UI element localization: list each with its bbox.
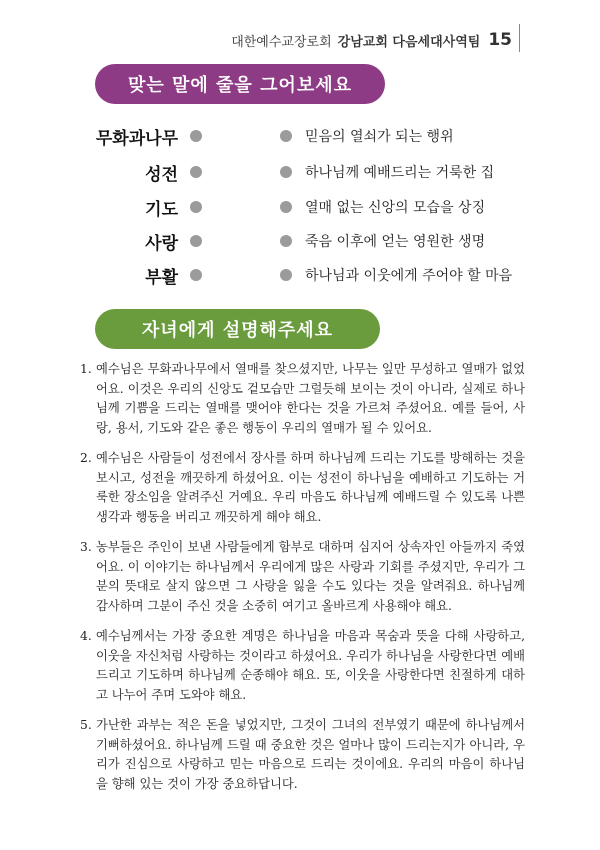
match-definition: 열매 없는 신앙의 모습을 상징 [305, 200, 486, 216]
term-dot[interactable] [190, 166, 202, 178]
item-text: 예수님은 사람들이 성전에서 장사를 하며 하나님께 드리는 기도를 방해하는 것을 보시고, 성전을 깨끗하게 하셨어요. 이는 성전이 하나님을 예배하고 기도하는 거룩한 장소임을 알려주신 거예요. 우리 마음도 하나님께 예배드릴 수 있도록 나쁜 생각과 행동을 버리고 깨끗하게 해야 해요. [96, 451, 525, 524]
term-dot[interactable] [190, 269, 202, 281]
page-number: 15 [488, 30, 512, 50]
definition-dot[interactable] [280, 130, 292, 142]
header-divider [519, 24, 520, 52]
header-org: 대한예수교장로회 [231, 34, 332, 50]
item-text: 가난한 과부는 적은 돈을 넣었지만, 그것이 그녀의 전부였기 때문에 하나님께서 기뻐하셨어요. 하나님께 드릴 때 중요한 것은 얼마나 많이 드리는지가 아니라, 우리가 진심으로 사랑하고 믿는 마음으로 드리는 것이에요. 우리의 마음이 하나님을 향해 있는 것이 가장 중요하답니다. [96, 718, 525, 791]
match-term: 무화과나무 [95, 128, 178, 149]
match-definition: 하나님께 예배드리는 거룩한 집 [305, 165, 495, 181]
term-dot[interactable] [190, 235, 202, 247]
item-text: 농부들은 주인이 보낸 사람들에게 함부로 대하며 심지어 상속자인 아들까지 죽였어요. 이 이야기는 하나님께서 우리에게 많은 사랑과 기회를 주셨지만, 우리가 그분의 뜻대로 살지 않으면 그 사랑을 잃을 수도 있다는 것을 알려줘요. 하나님께 감사하며 그분이 주신 것을 소중히 여기고 올바르게 사용해야 해요. [96, 540, 525, 613]
match-row [0, 229, 600, 253]
item-text: 예수님은 무화과나무에서 열매를 찾으셨지만, 나무는 잎만 무성하고 열매가 없었어요. 이것은 우리의 신앙도 겉모습만 그럴듯해 보이는 것이 아니라, 실제로 하나님께 기쁨을 드리는 열매를 맺어야 한다는 것을 가르쳐 주셨어요. 예를 들어, 사랑, 용서, 기도와 같은 좋은 행동이 우리의 열매가 될 수 있어요. [96, 362, 525, 435]
item-number: 5. [80, 718, 92, 732]
definition-dot[interactable] [280, 235, 292, 247]
item-number: 2. [80, 451, 92, 465]
definition-dot[interactable] [280, 201, 292, 213]
definition-dot[interactable] [280, 269, 292, 281]
list-item [80, 538, 525, 616]
match-definition: 죽음 이후에 얻는 영원한 생명 [305, 234, 486, 250]
match-definition: 하나님과 이웃에게 주어야 할 마음 [305, 268, 513, 284]
match-term: 부활 [145, 267, 178, 288]
match-row [0, 124, 600, 148]
section2-title: 자녀에게 설명해주세요 [141, 320, 334, 341]
match-term: 사랑 [145, 233, 178, 254]
match-term: 기도 [145, 199, 178, 220]
item-text: 예수님께서는 가장 중요한 계명은 하나님을 마음과 목숨과 뜻을 다해 사랑하고, 이웃을 자신처럼 사랑하는 것이라고 하셨어요. 우리가 하나님을 사랑한다면 예배드리고 기도하며 하나님께 순종해야 해요. 또, 이웃을 사랑한다면 친절하게 대하고 나누어 주며 도와야 해요. [96, 629, 525, 702]
term-dot[interactable] [190, 201, 202, 213]
item-number: 4. [80, 629, 92, 643]
match-row [0, 160, 600, 184]
list-item [80, 360, 525, 438]
explanation-list [80, 360, 525, 805]
list-item [80, 449, 525, 527]
item-number: 1. [80, 362, 92, 376]
section1-title: 맞는 말에 줄을 그어보세요 [127, 75, 353, 96]
section1-title-banner [95, 64, 385, 104]
section2-title-banner [95, 309, 380, 349]
match-row [0, 195, 600, 219]
item-number: 3. [80, 540, 92, 554]
page-header [231, 30, 512, 50]
term-dot[interactable] [190, 130, 202, 142]
header-church: 강남교회 다음세대사역팀 [337, 34, 481, 50]
definition-dot[interactable] [280, 166, 292, 178]
match-row [0, 263, 600, 287]
match-definition: 믿음의 열쇠가 되는 행위 [305, 129, 454, 145]
match-term: 성전 [145, 164, 178, 185]
list-item [80, 716, 525, 794]
list-item [80, 627, 525, 705]
